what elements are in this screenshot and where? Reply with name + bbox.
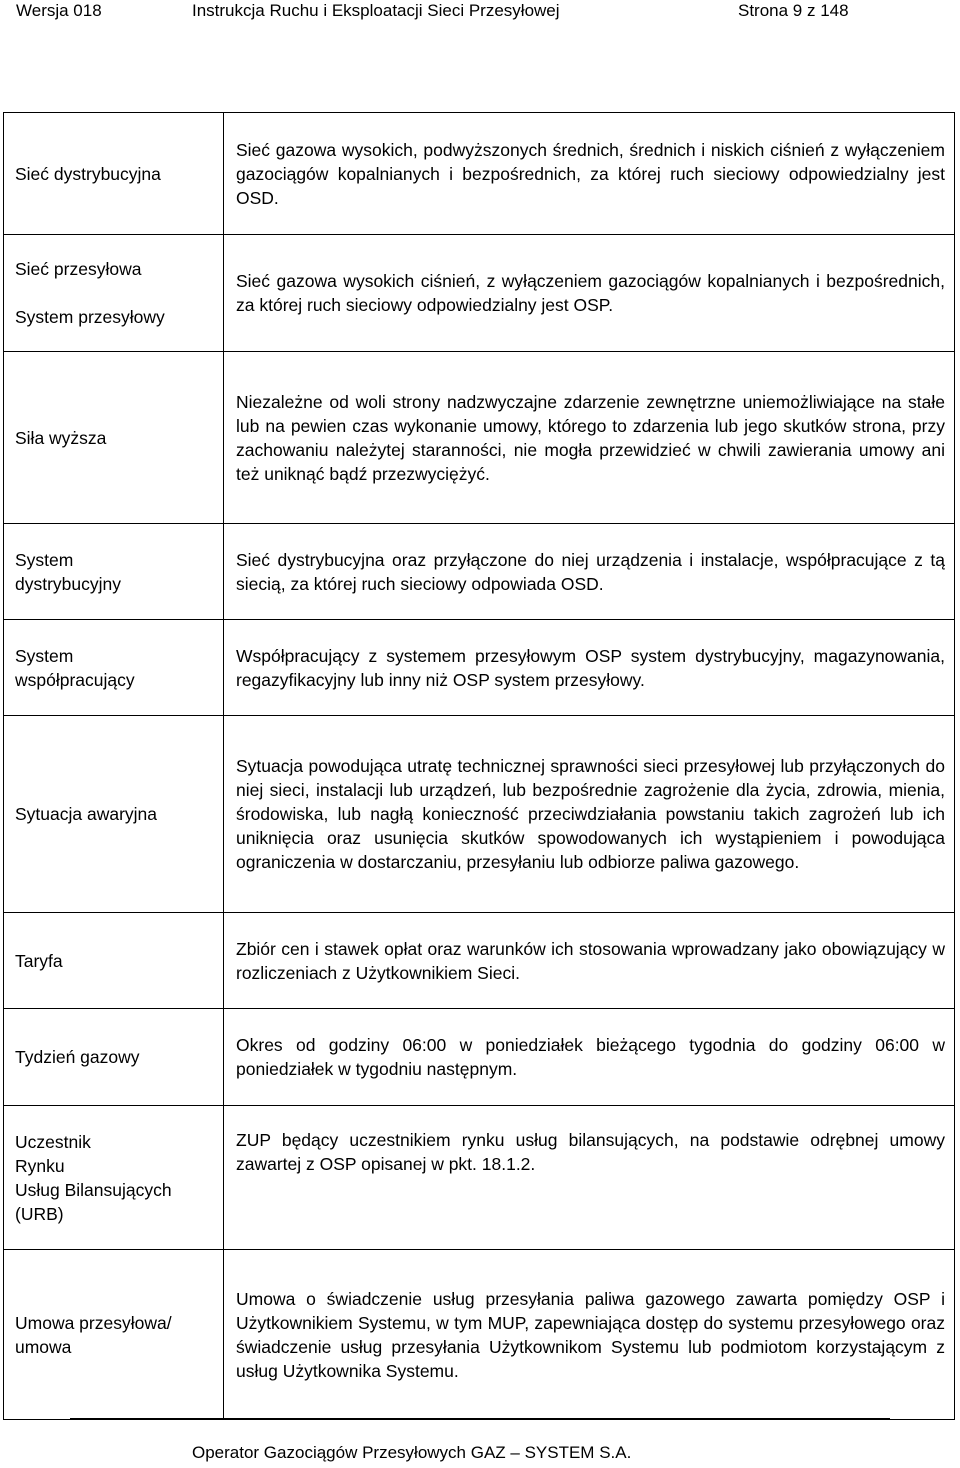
definition-term: Sieć przesyłowa System przesyłowy bbox=[4, 235, 224, 352]
page-number: Strona 9 z 148 bbox=[738, 1, 849, 20]
footer-divider bbox=[70, 1418, 890, 1419]
document-version: Wersja 018 bbox=[16, 1, 102, 20]
definition-term: Tydzień gazowy bbox=[4, 1009, 224, 1106]
page-header bbox=[0, 0, 960, 28]
definitions-table bbox=[3, 112, 955, 1420]
definition-term: Sieć dystrybucyjna bbox=[4, 113, 224, 235]
definition-row bbox=[4, 1009, 955, 1106]
definition-row bbox=[4, 620, 955, 716]
definition-text: Sieć dystrybucyjna oraz przyłączone do niej urządzenia i instalacje, współpracujące z tą siecią, za której ruch sieciowy odpowiada OSD. bbox=[224, 524, 955, 620]
definition-row bbox=[4, 913, 955, 1009]
document-title: Instrukcja Ruchu i Eksploatacji Sieci Przesyłowej bbox=[192, 1, 560, 20]
definition-text: Zbiór cen i stawek opłat oraz warunków ich stosowania wprowadzany jako obowiązujący w rozliczeniach z Użytkownikiem Sieci. bbox=[224, 913, 955, 1009]
definition-text: ZUP będący uczestnikiem rynku usług bilansujących, na podstawie odrębnej umowy zawartej z OSP opisanej w pkt. 18.1.2. bbox=[224, 1106, 955, 1250]
definition-term: System dystrybucyjny bbox=[4, 524, 224, 620]
definition-term: Umowa przesyłowa/ umowa bbox=[4, 1250, 224, 1420]
definition-text: Współpracujący z systemem przesyłowym OSP system dystrybucyjny, magazynowania, regazyfikacyjny lub inny niż OSP system przesyłowy. bbox=[224, 620, 955, 716]
definition-text: Niezależne od woli strony nadzwyczajne zdarzenie zewnętrzne uniemożliwiające na stałe lub na pewien czas wykonanie umowy, którego to zdarzenia lub jego skutków strona, przy zachowaniu należytej staranności, nie mogła przewidzieć w chwili zawierania umowy ani też uniknąć bądź przezwyciężyć. bbox=[224, 352, 955, 524]
definition-row bbox=[4, 716, 955, 913]
definition-term: Uczestnik Rynku Usług Bilansujących (URB) bbox=[4, 1106, 224, 1250]
definition-row bbox=[4, 524, 955, 620]
definition-term: Sytuacja awaryjna bbox=[4, 716, 224, 913]
definition-row bbox=[4, 1250, 955, 1420]
definition-term: Taryfa bbox=[4, 913, 224, 1009]
definition-term: System współpracujący bbox=[4, 620, 224, 716]
definition-row bbox=[4, 113, 955, 235]
definition-text: Sieć gazowa wysokich, podwyższonych średnich, średnich i niskich ciśnień z wyłączeniem gazociągów kopalnianych i bezpośrednich, za której ruch sieciowy odpowiedzialny jest OSD. bbox=[224, 113, 955, 235]
definition-term: Siła wyższa bbox=[4, 352, 224, 524]
page-footer: Operator Gazociągów Przesyłowych GAZ – SYSTEM S.A. bbox=[192, 1443, 632, 1462]
definition-text: Umowa o świadczenie usług przesyłania paliwa gazowego zawarta pomiędzy OSP i Użytkownikiem Systemu, w tym MUP, zapewniająca dostęp do systemu przesyłowego oraz świadczenie usług przesyłania Użytkownikom Systemu lub podmiotom korzystającym z usług Użytkownika Systemu. bbox=[224, 1250, 955, 1420]
definition-text: Sieć gazowa wysokich ciśnień, z wyłączeniem gazociągów kopalnianych i bezpośrednich, za której ruch sieciowy odpowiedzialny jest OSP. bbox=[224, 235, 955, 352]
definition-row bbox=[4, 235, 955, 352]
definition-row bbox=[4, 1106, 955, 1250]
definition-row bbox=[4, 352, 955, 524]
definition-text: Sytuacja powodująca utratę technicznej sprawności sieci przesyłowej lub przyłączonych do niej sieci, instalacji lub urządzeń, lub bezpośrednie zagrożenie dla życia, zdrowia, mienia, środowiska, lub nagłą konieczność przeciwdziałania powstaniu takich zagrożeń lub ich uniknięcia oraz usunięcia skutków spowodowanych ich wystąpieniem i powodująca ograniczenia w dostarczaniu, przesyłaniu lub odbiorze paliwa gazowego. bbox=[224, 716, 955, 913]
definition-text: Okres od godziny 06:00 w poniedziałek bieżącego tygodnia do godziny 06:00 w poniedziałek w tygodniu następnym. bbox=[224, 1009, 955, 1106]
